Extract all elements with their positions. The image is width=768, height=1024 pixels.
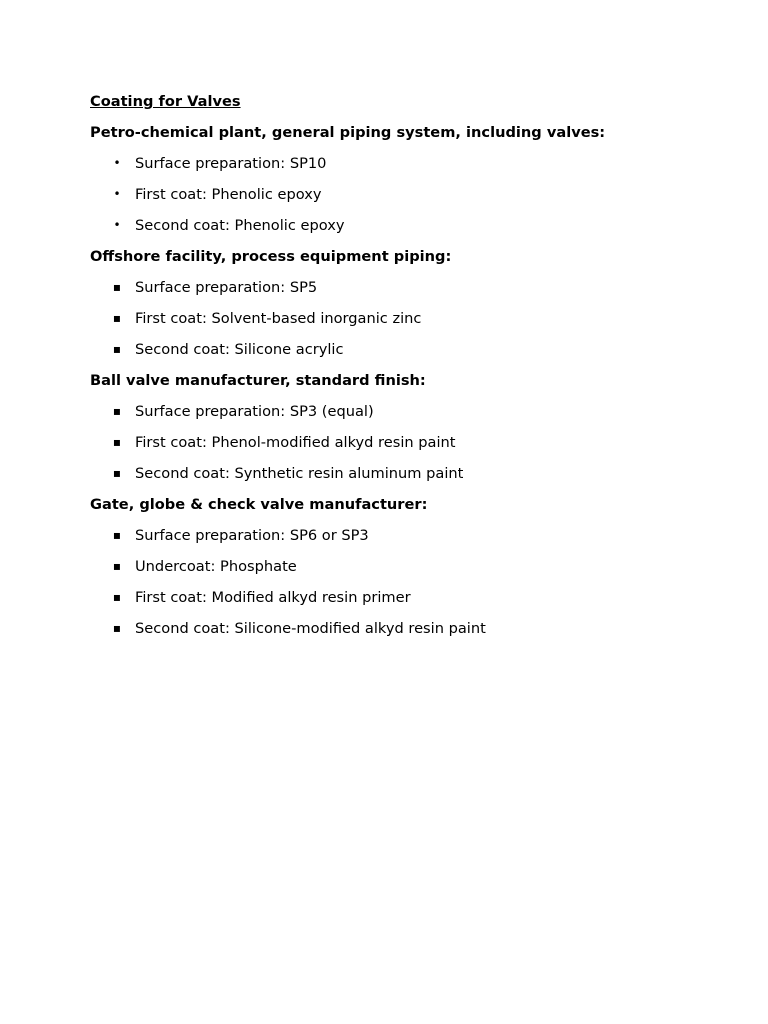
bullet-list [90,402,730,483]
bullet-icon: ▪ [112,559,122,573]
list-item-text: First coat: Phenol-modified alkyd resin paint [135,434,456,451]
section-heading: Offshore facility, process equipment piping: [90,248,452,265]
bullet-icon: ▪ [112,466,122,480]
list-item [90,588,730,607]
bullet-icon: ▪ [112,528,122,542]
bullet-icon: ▪ [112,590,122,604]
list-item [90,402,730,421]
document-title: Coating for Valves [90,93,241,110]
bullet-icon: ▪ [112,311,122,325]
section-heading: Petro-chemical plant, general piping system, including valves: [90,124,606,141]
list-item-text: First coat: Solvent-based inorganic zinc [135,310,422,327]
list-item [90,526,730,545]
bullet-icon: ▪ [112,621,122,635]
list-item [90,557,730,576]
list-item [90,185,730,204]
list-item-text: Second coat: Silicone-modified alkyd resin paint [135,620,486,637]
list-item [90,216,730,235]
list-item-text: Surface preparation: SP5 [135,279,318,296]
list-item [90,619,730,638]
section-heading: Gate, globe & check valve manufacturer: [90,496,428,513]
section-offshore [90,247,730,359]
list-item [90,309,730,328]
list-item-text: Surface preparation: SP10 [135,155,327,172]
bullet-icon: ▪ [112,342,122,356]
list-item [90,464,730,483]
list-item-text: Second coat: Phenolic epoxy [135,217,345,234]
list-item-text: Second coat: Silicone acrylic [135,341,344,358]
section-ball-valve [90,371,730,483]
bullet-list [90,154,730,235]
list-item-text: First coat: Modified alkyd resin primer [135,589,411,606]
bullet-icon: • [113,156,121,170]
list-item-text: Surface preparation: SP3 (equal) [135,403,374,420]
list-item-text: Undercoat: Phosphate [135,558,297,575]
bullet-icon: ▪ [112,404,122,418]
list-item-text: Surface preparation: SP6 or SP3 [135,527,369,544]
bullet-icon: ▪ [112,280,122,294]
section-heading: Ball valve manufacturer, standard finish: [90,372,426,389]
bullet-icon: ▪ [112,435,122,449]
section-petrochemical [90,123,730,235]
list-item [90,278,730,297]
section-gate-globe-check [90,495,730,638]
bullet-list [90,278,730,359]
document-page [90,92,730,650]
bullet-icon: • [113,187,121,201]
list-item [90,154,730,173]
bullet-icon: • [113,218,121,232]
list-item-text: First coat: Phenolic epoxy [135,186,322,203]
bullet-list [90,526,730,638]
list-item [90,433,730,452]
list-item-text: Second coat: Synthetic resin aluminum paint [135,465,464,482]
list-item [90,340,730,359]
